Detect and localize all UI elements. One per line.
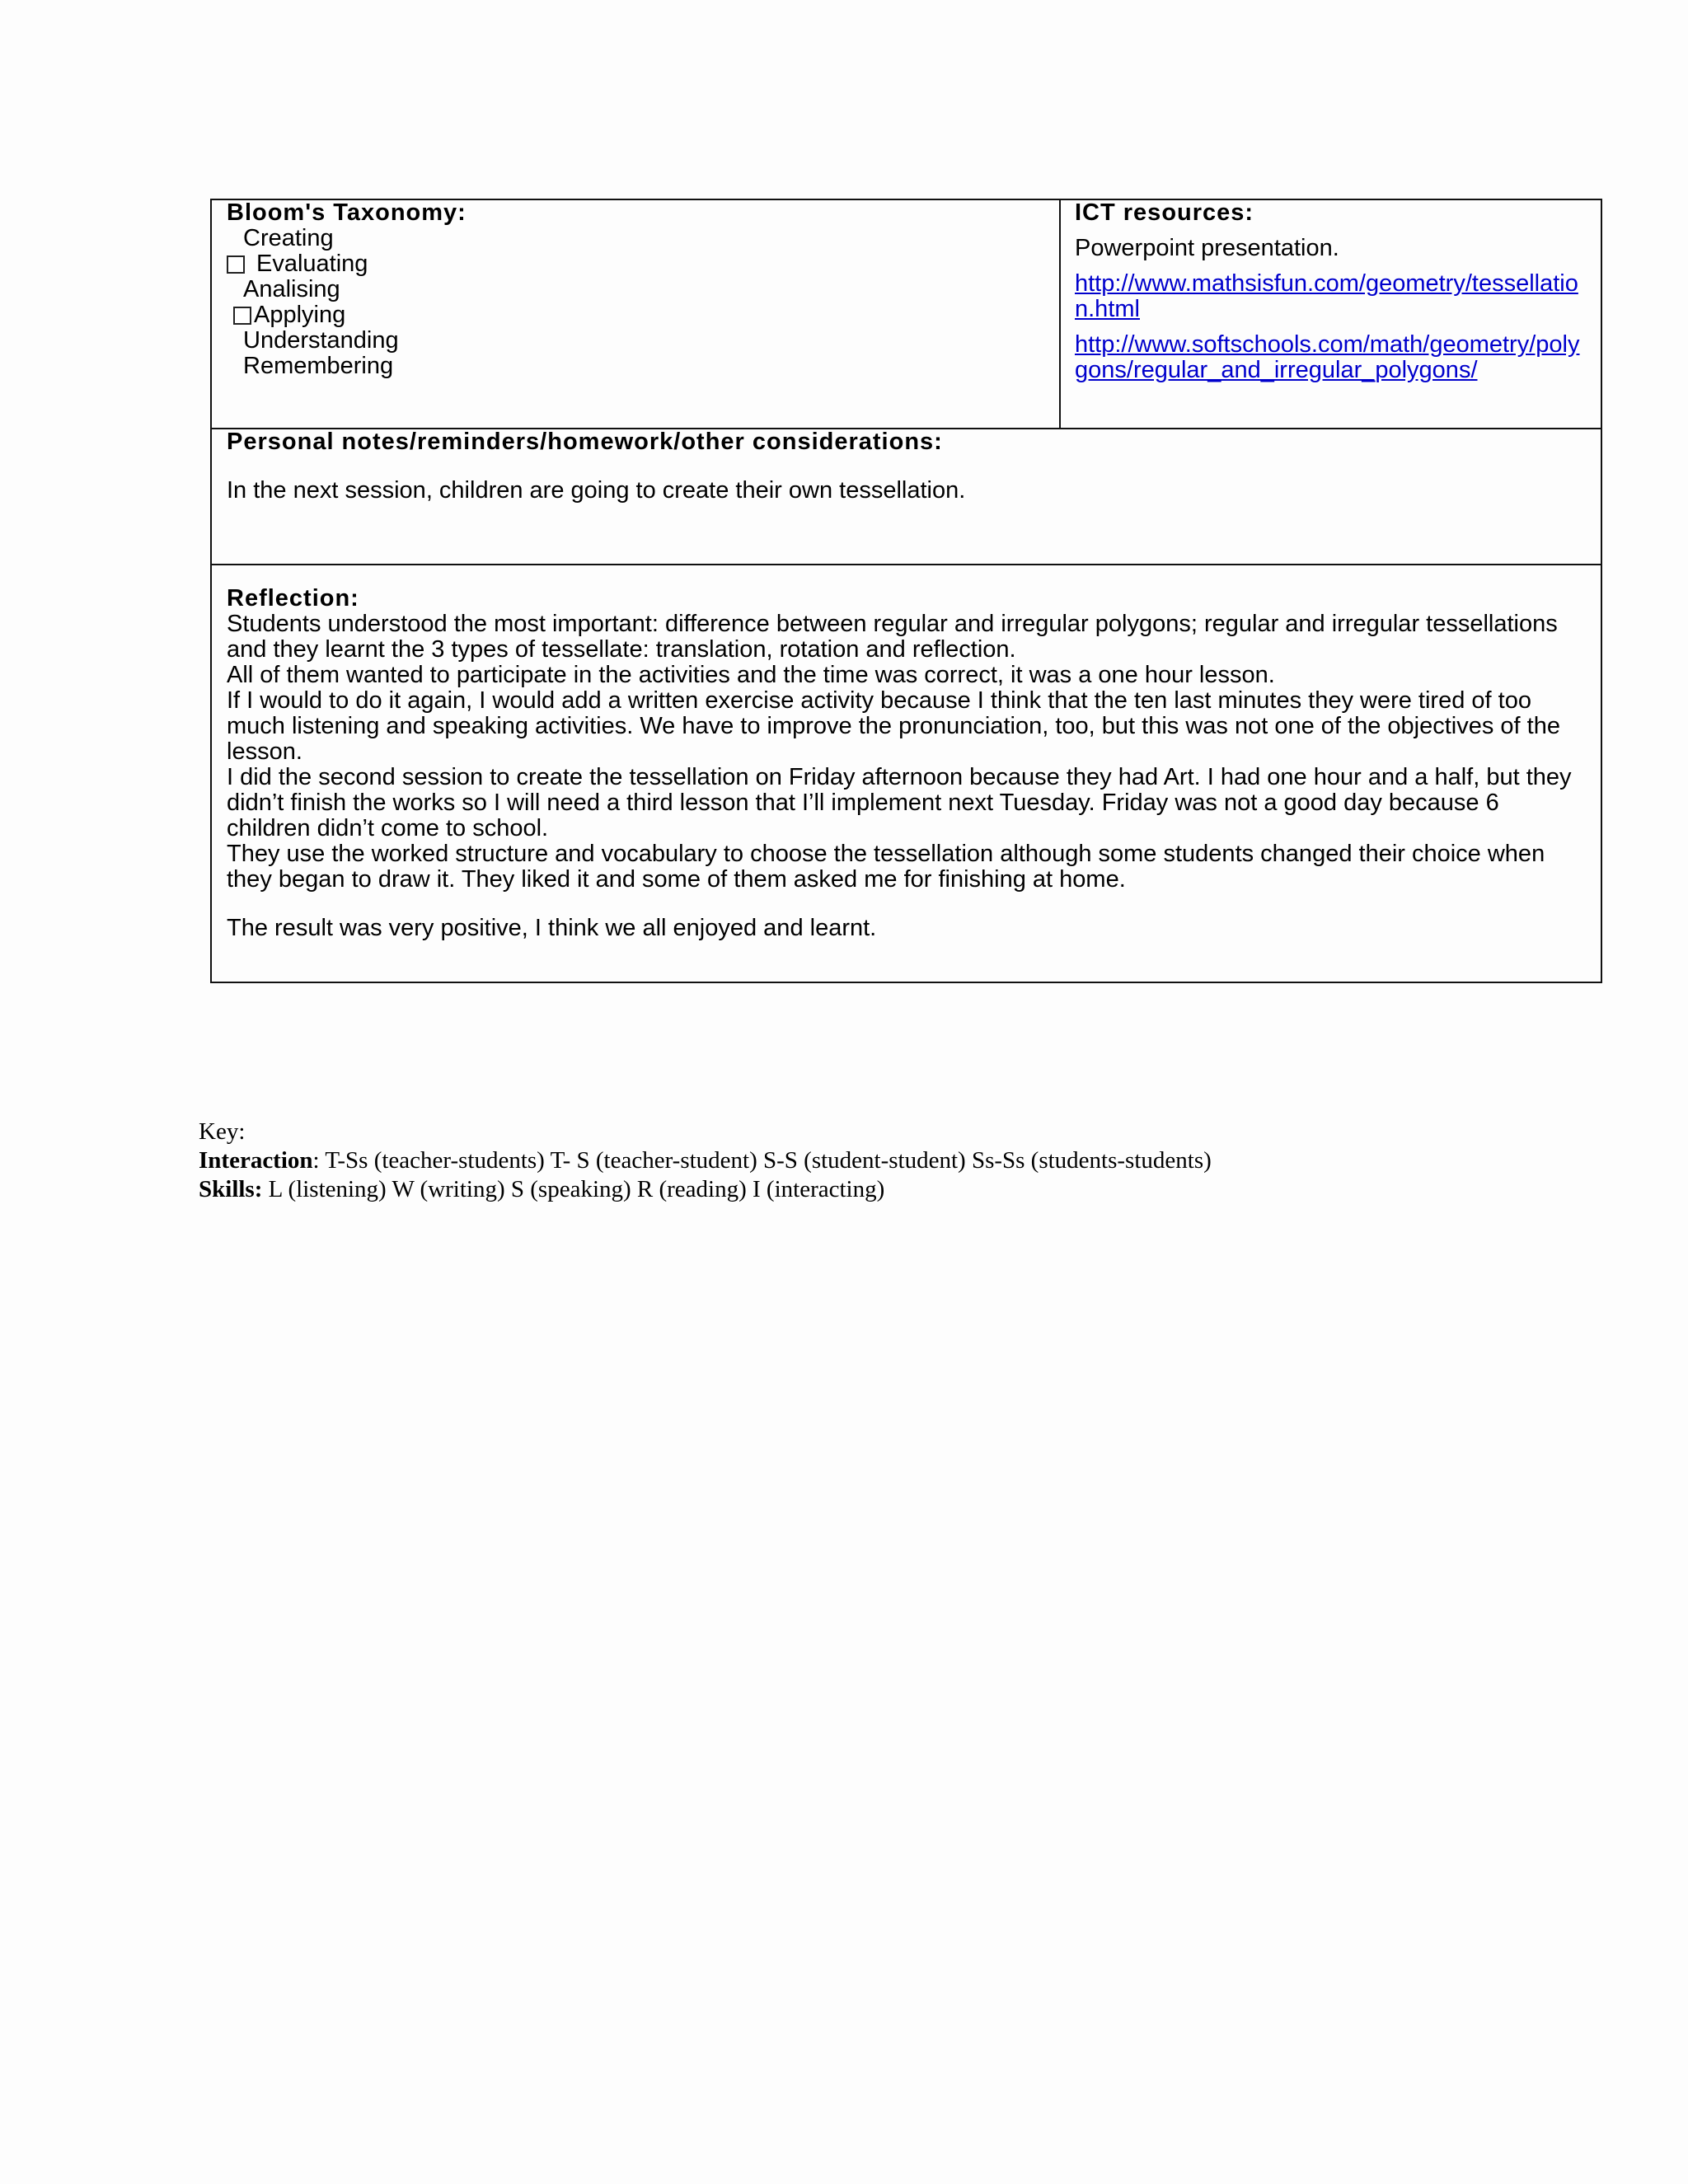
bloom-item-label: Creating: [243, 225, 334, 251]
link-mathsisfun[interactable]: http://www.mathsisfun.com/geometry/tessellation.html: [1075, 270, 1578, 322]
bloom-item-label: Applying: [254, 302, 346, 328]
reflection-paragraph: They use the worked structure and vocabulary to choose the tessellation although some students changed their choice when they began to draw it. They liked it and some of them asked me for finishing at home.: [227, 841, 1545, 893]
bloom-item-label: Analising: [243, 276, 340, 302]
reflection-paragraph: Students understood the most important: difference between regular and irregular polygons; regular and irregular tessellations and they learnt the 3 types of tessellate: translation, rotation and reflection.: [227, 611, 1558, 663]
bloom-item-remembering: [227, 354, 1044, 379]
checkbox-icon[interactable]: [233, 307, 251, 325]
bloom-ict-row: [211, 199, 1601, 429]
link-softschools[interactable]: http://www.softschools.com/math/geometry/polygons/regular_and_irregular_polygons/: [1075, 331, 1580, 383]
key-interaction-label: Interaction: [199, 1147, 313, 1174]
notes-text: In the next session, children are going to create their own tessellation.: [227, 477, 966, 504]
key-skills-line: [199, 1175, 1212, 1204]
reflection-row: [211, 565, 1601, 982]
reflection-paragraph: If I would to do it again, I would add a written exercise activity because I think that the ten last minutes they were tired of too much listening and speaking activities. We have to improve the pronunciation, too, but this was not one of the objectives of the lesson.: [227, 687, 1560, 765]
personal-notes-cell: [211, 429, 1601, 565]
bloom-heading: Bloom's Taxonomy:: [227, 199, 467, 226]
bloom-item-understanding: [227, 328, 1044, 354]
key-interaction-line: [199, 1146, 1212, 1175]
bloom-item-label: Evaluating: [256, 251, 368, 277]
reflection-heading: Reflection:: [227, 585, 359, 612]
ict-text: Powerpoint presentation.: [1075, 235, 1339, 261]
reflection-paragraph: All of them wanted to participate in the activities and the time was correct, it was a one hour lesson.: [227, 662, 1275, 688]
bloom-item-evaluating: [227, 251, 1044, 277]
notes-row: [211, 429, 1601, 565]
bloom-item-label: Remembering: [243, 353, 394, 379]
notes-heading: Personal notes/reminders/homework/other considerations:: [227, 429, 943, 455]
checkbox-icon[interactable]: [227, 255, 245, 274]
reflection-cell: [211, 565, 1601, 982]
key-title: Key:: [199, 1118, 246, 1145]
ict-heading: ICT resources:: [1075, 199, 1254, 226]
bloom-item-creating: [227, 226, 1044, 251]
bloom-list: [227, 226, 1044, 379]
lesson-plan-table: [210, 199, 1602, 983]
bloom-item-applying: [227, 302, 1044, 328]
key-legend: [199, 1118, 1212, 1204]
bloom-item-analising: [227, 277, 1044, 302]
key-skills-label: Skills:: [199, 1176, 263, 1202]
reflection-conclusion: The result was very positive, I think we all enjoyed and learnt.: [227, 915, 877, 941]
key-interaction-text: : T-Ss (teacher-students) T- S (teacher-student) S-S (student-student) Ss-Ss (students-students): [312, 1147, 1212, 1174]
bloom-taxonomy-cell: [211, 199, 1060, 429]
bloom-item-label: Understanding: [243, 327, 399, 354]
reflection-paragraph: I did the second session to create the tessellation on Friday afternoon because they had Art. I had one hour and a half, but they didn’t finish the works so I will need a third lesson that I’ll implement next Tuesday. Friday was not a good day because 6 children didn’t come to school.: [227, 764, 1572, 841]
key-skills-text: L (listening) W (writing) S (speaking) R (reading) I (interacting): [262, 1176, 885, 1202]
ict-resources-cell: [1060, 199, 1601, 429]
